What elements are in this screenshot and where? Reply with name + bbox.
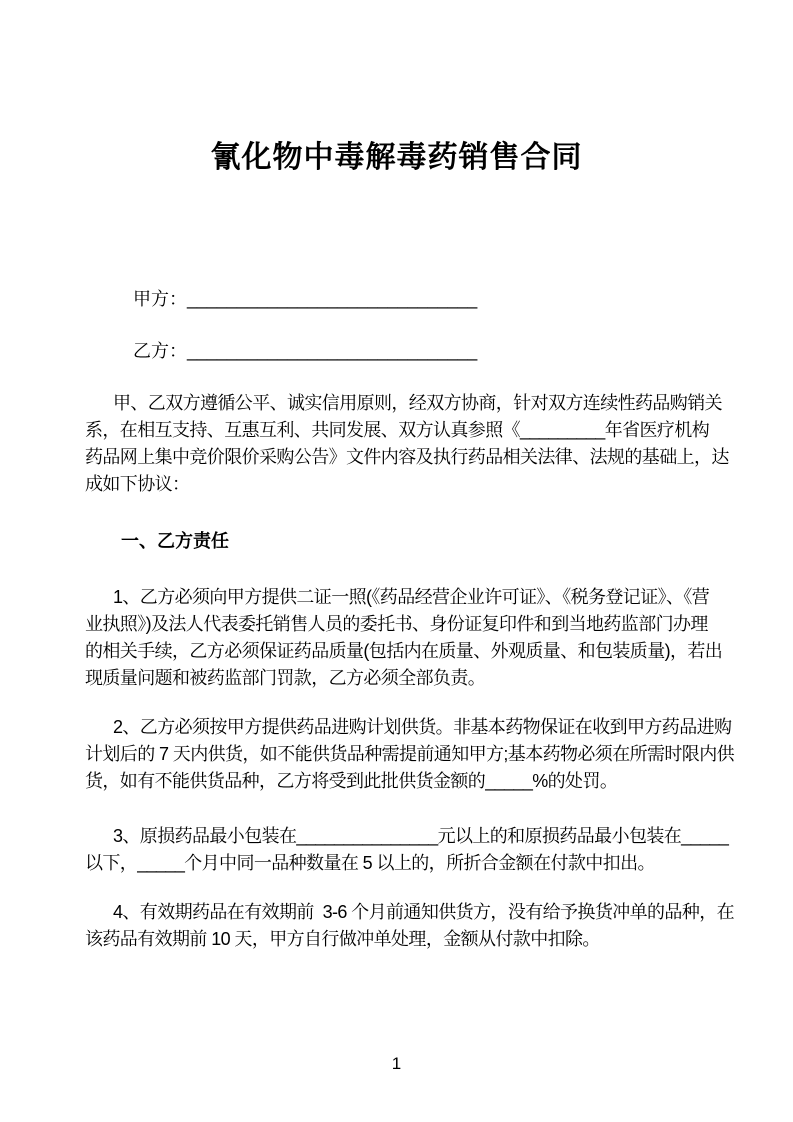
party-a-blank: _____________________________ (187, 289, 478, 309)
contract-title: 氰化物中毒解毒药销售合同 (210, 141, 583, 174)
page-number: 1 (391, 1054, 402, 1073)
clause-1-line: 的相关手续，乙方必须保证药品质量(包括内在质量、外观质量、和包装质量)，若出 (85, 641, 723, 661)
clause-4-line: 4、有效期药品在有效期前 3-6 个月前通知供货方，没有给予换货冲单的品种，在 (113, 902, 735, 922)
clause-2-line: 2、乙方必须按甲方提供药品进购计划供货。非基本药物保证在收到甲方药品进购 (113, 717, 732, 737)
party-b-label: 乙方： (133, 341, 187, 361)
section-heading: 一、乙方责任 (121, 531, 229, 551)
party-a-row (85, 286, 793, 313)
intro-line: 药品网上集中竞价限价采购公告》文件内容及执行药品相关法律、法规的基础上，达 (85, 447, 729, 467)
intro-paragraph (85, 390, 735, 498)
intro-line: 成如下协议： (85, 474, 190, 494)
clause-1-line: 现质量问题和被药监部门罚款，乙方必须全部负责。 (85, 668, 486, 688)
clause-1-line: 业执照》)及法人代表委托销售人员的委托书、身份证复印件和到当地药监部门办理 (85, 614, 708, 634)
party-a-label: 甲方： (133, 289, 187, 309)
clause-4 (85, 899, 735, 953)
clause-4-line: 该药品有效期前 10 天，甲方自行做冲单处理，金额从付款中扣除。 (85, 929, 600, 949)
clause-3 (85, 823, 735, 877)
clause-2-line: 计划后的 7 天内供货，如不能供货品种需提前通知甲方;基本药物必须在所需时限内供 (85, 744, 735, 764)
clause-2 (85, 714, 735, 795)
clause-3-line: 3、原损药品最小包装在_______________元以上的和原损药品最小包装在_____ (113, 826, 729, 846)
clause-1-line: 1、乙方必须向甲方提供二证一照(《药品经营企业许可证》、《税务登记证》、《营 (113, 587, 710, 607)
intro-line: 系，在相互支持、互惠互利、共同发展、双方认真参照《_________年省医疗机构 (85, 420, 710, 440)
clause-2-line: 货，如有不能供货品种，乙方将受到此批供货金额的_____%的处罚。 (85, 771, 618, 791)
party-b-blank: _____________________________ (187, 341, 478, 361)
clause-1 (85, 584, 735, 692)
clause-3-line: 以下，_____个月中同一品种数量在 5 以上的，所折合金额在付款中扣出。 (85, 853, 655, 873)
party-b-row (85, 338, 793, 365)
intro-line: 甲、乙双方遵循公平、诚实信用原则，经双方协商，针对双方连续性药品购销关 (113, 393, 722, 413)
